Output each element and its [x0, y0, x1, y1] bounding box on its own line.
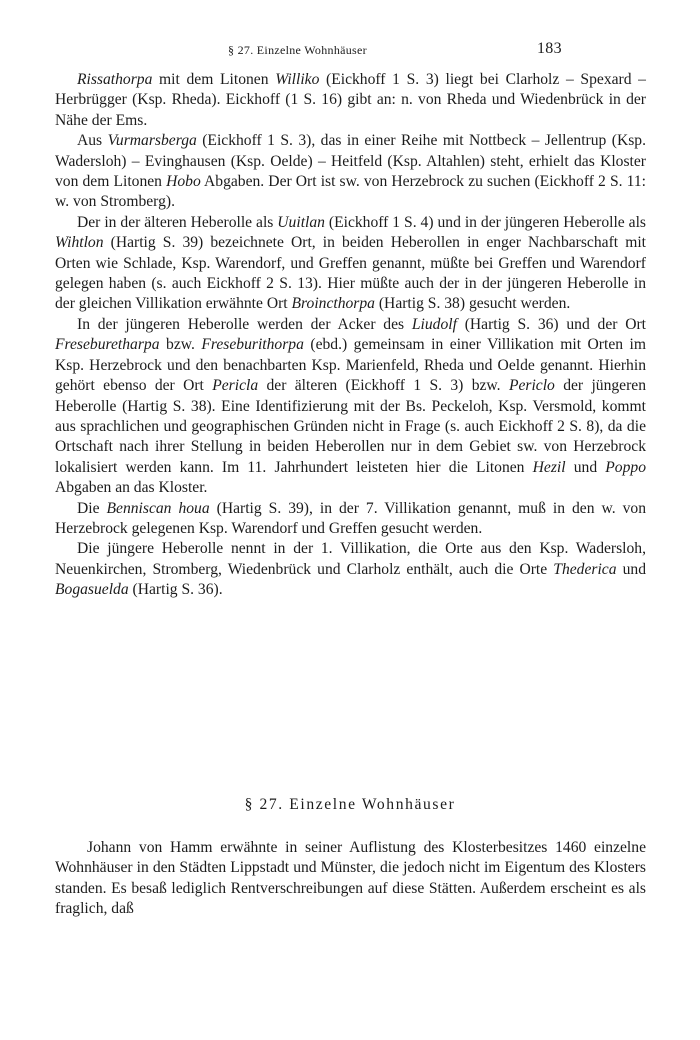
text-run: (Eickhoff 1 S. 4) und in der jüngeren Heberolle als [324, 213, 646, 231]
italic-place-name: Liudolf [411, 315, 457, 333]
page-number: 183 [537, 40, 562, 57]
text-run: Abgaben. Der Ort ist sw. von Herzebrock zu suchen (Eickhoff 2 S. 11: w. von Stromberg). [55, 173, 647, 211]
body-paragraph [55, 70, 646, 131]
text-run: (Eickhoff 1 S. 3), das in einer Reihe mit Nottbeck – Jellentrup (Ksp. Wadersloh) – Evinghausen (Ksp. Oelde) – Heitfeld (Ksp. Altahlen) steht, erhielt das Kloster von dem Litonen [55, 132, 646, 191]
italic-place-name: Periclo [508, 377, 555, 395]
text-run: (Hartig S. 36) und der Ort [456, 315, 646, 333]
running-title: § 27. Einzelne Wohnhäuser [228, 43, 367, 57]
text-run: der älteren (Eickhoff 1 S. 3) bzw. [258, 377, 509, 395]
italic-place-name: Freseburithorpa [201, 336, 304, 354]
text-run: (Hartig S. 39), in der 7. Villikation genannt, muß in den w. von Herzebrock gelegenen Ksp. Warendorf und Greffen gesucht werden. [55, 499, 647, 537]
italic-place-name: Bogasuelda [55, 581, 129, 599]
text-run: Der in der älteren Heberolle als [77, 213, 278, 231]
main-text [55, 70, 646, 601]
italic-place-name: Williko [275, 71, 320, 88]
text-run: Die jüngere Heberolle nennt in der 1. Villikation, die Orte aus den Ksp. Wadersloh, Neuenkirchen, Stromberg, Wiedenbrück und Clarholz enthält, auch die Orte [55, 540, 646, 578]
italic-place-name: Uuitlan [277, 213, 325, 231]
italic-place-name: Pericla [212, 377, 259, 395]
text-run: (Hartig S. 39) bezeichnete Ort, in beiden Heberollen in enger Nachbarschaft mit Orten wie Schlade, Ksp. Warendorf, und Greffen genannt, müßte bei Greffen und Warendorf gelegen haben (s. auch Eickhoff 2 S. 13). Hier müßte auch der in der jüngeren Heberolle in der gleichen Villikation erwähnte Ort [55, 234, 646, 313]
italic-place-name: Thederica [553, 560, 617, 578]
text-run: bzw. [159, 336, 202, 354]
italic-place-name: Rissathorpa [77, 71, 153, 88]
text-run: und [565, 458, 606, 476]
text-run: Abgaben an das Kloster. [55, 479, 208, 497]
body-paragraph [55, 131, 646, 213]
text-run: Die [77, 499, 107, 517]
body-paragraph [55, 499, 646, 540]
text-run: (Eickhoff 1 S. 3) liegt bei Clarholz – Spexard – Herbrügger (Ksp. Rheda). Eickhoff (1 S. 16) gibt an: n. von Rheda und Wiedenbrück in der Nähe der Ems. [55, 71, 646, 129]
section-body [55, 838, 646, 920]
italic-place-name: Benniscan houa [106, 499, 210, 517]
text-run: In der jüngeren Heberolle werden der Acker des [77, 315, 412, 333]
text-run: (Hartig S. 38) gesucht werden. [374, 295, 571, 313]
text-run: Aus [77, 132, 108, 150]
text-run: (Hartig S. 36). [128, 581, 223, 599]
italic-place-name: Freseburetharpa [55, 336, 160, 354]
text-run: und [616, 560, 646, 578]
italic-place-name: Hobo [166, 173, 201, 191]
section-paragraph: Johann von Hamm erwähnte in seiner Auflistung des Klosterbesitzes 1460 einzelne Wohnhäuser in den Städten Lippstadt und Münster, die jedoch nicht im Eigentum des Klosters standen. Es besaß lediglich Rentverschreibungen auf diese Stätten. Außerdem erscheint es als fraglich, daß [55, 839, 646, 918]
text-run: der jüngeren Heberolle (Hartig S. 38). Eine Identifizierung mit der Bs. Peckeloh, Ksp. Versmold, kommt aus sprachlichen und geographischen Gründen nicht in Frage (s. auch Eickhoff 2 S. 8), da die Ortschaft nach ihrer Stellung in beiden Heberollen nur in dem Gebiet sw. von Herzebrock lokalisiert werden kann. Im 11. Jahrhundert leisteten hier die Litonen [55, 377, 647, 476]
italic-place-name: Hezil [532, 458, 566, 476]
italic-place-name: Broincthorpa [291, 295, 375, 313]
italic-place-name: Vurmarsberga [107, 132, 197, 150]
body-paragraph [55, 213, 646, 315]
italic-place-name: Poppo [605, 458, 646, 476]
italic-place-name: Wihtlon [55, 234, 104, 252]
body-paragraph [55, 315, 646, 499]
text-run: (ebd.) gemeinsam in einer Villikation mit Orten im Ksp. Herzebrock und den benachbarten Ksp. Marienfeld, Rheda und Oelde genannt. Hierhin gehört ebenso der Ort [55, 336, 646, 395]
section-heading: § 27. Einzelne Wohnhäuser [244, 796, 456, 813]
text-run: mit dem Litonen [152, 71, 276, 88]
body-paragraph [55, 539, 646, 600]
